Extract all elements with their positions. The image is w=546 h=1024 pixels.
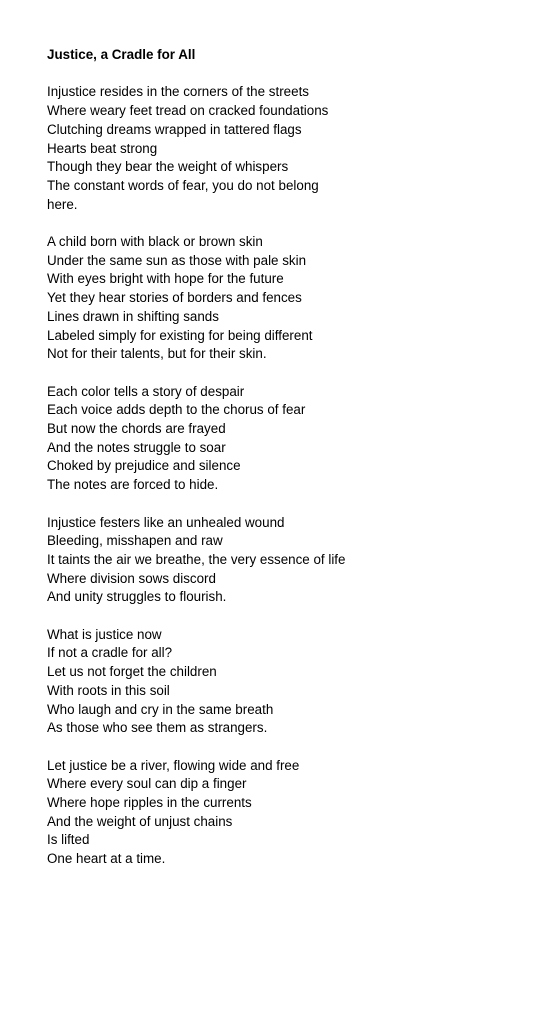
stanza-6 xyxy=(47,757,527,869)
poem-line: With eyes bright with hope for the future xyxy=(47,271,284,287)
poem-line: What is justice now xyxy=(47,626,162,642)
poem-line: The constant words of fear, you do not belong xyxy=(47,177,319,193)
poem-line: With roots in this soil xyxy=(47,682,170,698)
poem-line: If not a cradle for all? xyxy=(47,645,173,661)
poem-line: Choked by prejudice and silence xyxy=(47,458,241,474)
poem-line: The notes are forced to hide. xyxy=(47,477,219,493)
poem-line: Hearts beat strong xyxy=(47,140,158,156)
poem-line: Yet they hear stories of borders and fences xyxy=(47,290,302,306)
poem-line: Labeled simply for existing for being different xyxy=(47,327,313,343)
poem-line: Each voice adds depth to the chorus of fear xyxy=(47,402,306,418)
poem-line: Let justice be a river, flowing wide and free xyxy=(47,757,300,773)
poem-line: Who laugh and cry in the same breath xyxy=(47,701,274,717)
poem-line: And the weight of unjust chains xyxy=(47,813,233,829)
poem-line: Though they bear the weight of whispers xyxy=(47,159,289,175)
poem-line: But now the chords are frayed xyxy=(47,421,226,437)
poem-line: A child born with black or brown skin xyxy=(47,234,263,249)
poem-line: Lines drawn in shifting sands xyxy=(47,308,219,324)
poem-line: Under the same sun as those with pale skin xyxy=(47,252,307,268)
poem-line: As those who see them as strangers. xyxy=(47,720,268,736)
poem-line: And the notes struggle to soar xyxy=(47,439,226,455)
poem-title: Justice, a Cradle for All xyxy=(47,47,196,62)
stanza-2 xyxy=(47,233,527,364)
poem-line: Is lifted xyxy=(47,832,90,848)
poem-line: Let us not forget the children xyxy=(47,664,217,680)
poem-line: Injustice festers like an unhealed wound xyxy=(47,514,285,530)
poem-line: Each color tells a story of despair xyxy=(47,383,245,399)
poem-line: here. xyxy=(47,196,78,212)
poem-line: Injustice resides in the corners of the streets xyxy=(47,84,309,100)
poem-line: Where every soul can dip a finger xyxy=(47,776,247,792)
poem xyxy=(47,46,527,888)
poem-line: Not for their talents, but for their skin. xyxy=(47,346,267,362)
poem-line: It taints the air we breathe, the very essence of life xyxy=(47,551,346,567)
stanza-4 xyxy=(47,514,527,608)
poem-line: Where division sows discord xyxy=(47,570,216,586)
stanza-1 xyxy=(47,83,527,214)
poem-line: One heart at a time. xyxy=(47,851,166,867)
stanza-3 xyxy=(47,383,527,495)
stanza-5 xyxy=(47,626,527,738)
poem-line: Clutching dreams wrapped in tattered flags xyxy=(47,121,302,137)
poem-line: Where hope ripples in the currents xyxy=(47,795,252,811)
poem-line: And unity struggles to flourish. xyxy=(47,589,227,605)
poem-line: Where weary feet tread on cracked foundations xyxy=(47,103,329,119)
poem-line: Bleeding, misshapen and raw xyxy=(47,533,223,549)
